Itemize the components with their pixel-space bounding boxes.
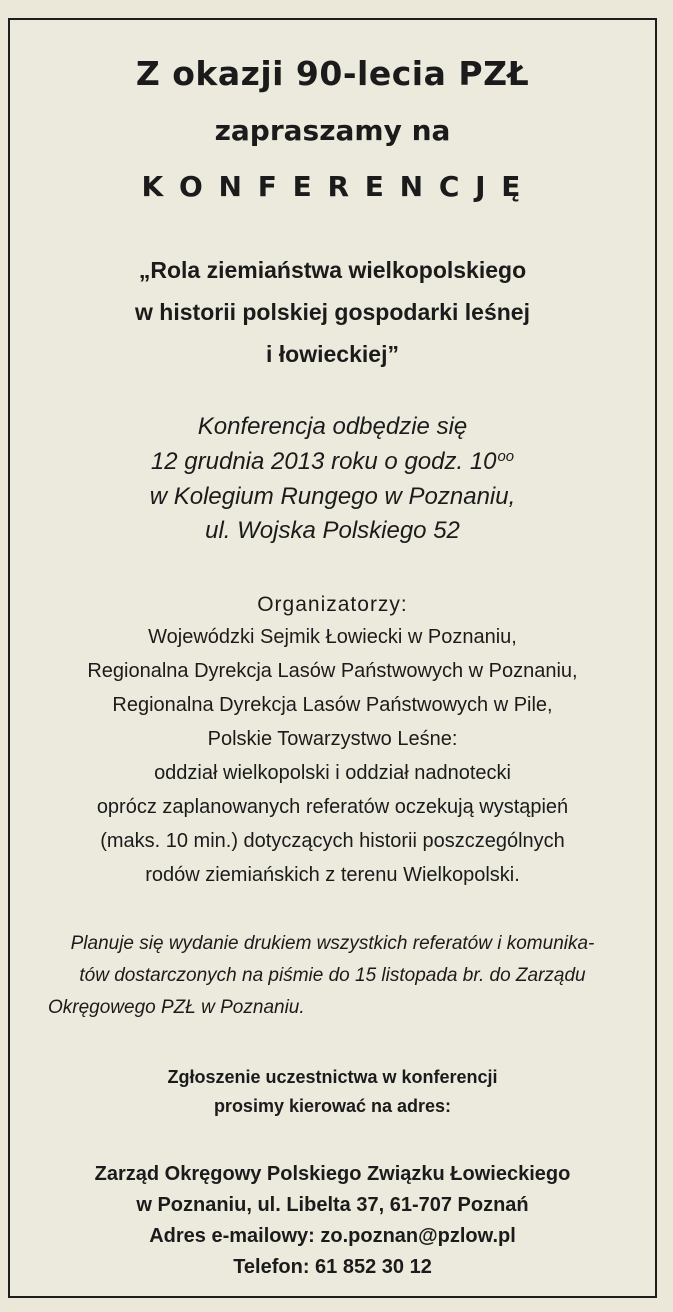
contact-address: w Poznaniu, ul. Libelta 37, 61-707 Poznań xyxy=(136,1194,529,1216)
announcement-frame xyxy=(8,18,657,1298)
organizers-line: Regionalna Dyrekcja Lasów Państwowych w Pile, xyxy=(112,694,553,716)
organizers-line: (maks. 10 min.) dotyczących historii poszczególnych xyxy=(100,830,565,852)
organizers-line: Wojewódzki Sejmik Łowiecki w Poznaniu, xyxy=(148,626,517,648)
contact-phone: Telefon: 61 852 30 12 xyxy=(233,1256,432,1278)
header-title: Z okazji 90-lecia PZŁ xyxy=(135,54,530,93)
registration-line-1: Zgłoszenie uczestnictwa w konferencji xyxy=(167,1067,498,1087)
organizers-line: oddział wielkopolski i oddział nadnotecki xyxy=(154,762,511,784)
publication-line: Okręgowego PZŁ w Poznaniu. xyxy=(48,997,305,1018)
header-invite: zapraszamy na xyxy=(214,114,451,147)
contact-email: Adres e-mailowy: zo.poznan@pzlow.pl xyxy=(149,1225,516,1247)
contact-organization: Zarząd Okręgowy Polskiego Związku Łowieckiego xyxy=(94,1163,571,1185)
details-time-superscript: oo xyxy=(497,448,515,465)
publication-line: tów dostarczonych na piśmie do 15 listopada br. do Zarządu xyxy=(79,965,586,986)
publication-line: Planuje się wydanie drukiem wszystkich referatów i komunika- xyxy=(70,933,595,954)
details-line-1: Konferencja odbędzie się xyxy=(197,413,468,440)
organizers-line: Regionalna Dyrekcja Lasów Państwowych w Poznaniu, xyxy=(87,660,578,682)
topic-line-1: „Rola ziemiaństwa wielkopolskiego xyxy=(138,257,527,283)
details-line-3: w Kolegium Rungego w Poznaniu, xyxy=(149,483,516,510)
organizers-line: rodów ziemiańskich z terenu Wielkopolski. xyxy=(145,864,520,886)
details-date-time: 12 grudnia 2013 roku o godz. 10 xyxy=(150,448,497,475)
organizers-line: oprócz zaplanowanych referatów oczekują wystąpień xyxy=(96,796,569,818)
organizers-line: Polskie Towarzystwo Leśne: xyxy=(207,728,458,750)
organizers-heading: Organizatorzy: xyxy=(257,593,408,616)
topic-line-2: w historii polskiej gospodarki leśnej xyxy=(135,299,530,325)
registration-line-2: prosimy kierować na adres: xyxy=(213,1096,452,1116)
topic-line-3: i łowieckiej” xyxy=(266,341,399,367)
details-line-2 xyxy=(10,448,655,476)
header-conference: K O N F E R E N C J Ę xyxy=(141,170,524,203)
details-line-4: ul. Wojska Polskiego 52 xyxy=(205,517,460,544)
